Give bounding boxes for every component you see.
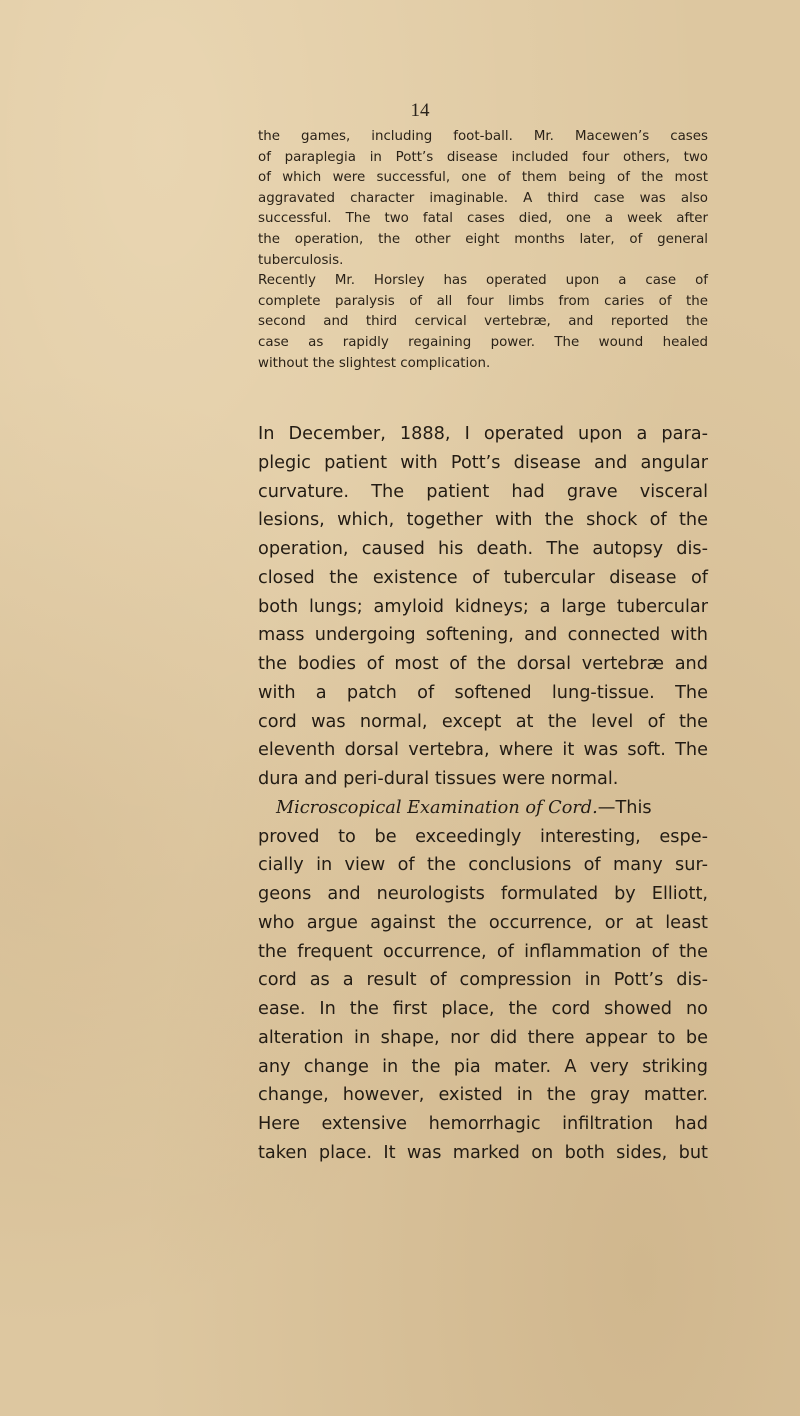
text-line: change, however, existed in the gray matter. bbox=[258, 1085, 708, 1106]
text-line: of which were successful, one of them being of the most bbox=[258, 170, 708, 186]
small-print-section bbox=[258, 127, 708, 374]
text-line: cord as a result of compression in Pott’s dis- bbox=[258, 970, 708, 991]
text-line: Here extensive hemorrhagic infiltration had bbox=[258, 1114, 708, 1134]
text-line: proved to be exceedingly interesting, espe- bbox=[258, 826, 708, 847]
text-line: both lungs; amyloid kidneys; a large tubercular bbox=[258, 596, 708, 617]
text-line: cord was normal, except at the level of the bbox=[258, 711, 708, 732]
text-line: Recently Mr. Horsley has operated upon a case of bbox=[258, 273, 708, 289]
heading-continuation: —This bbox=[597, 797, 652, 818]
text-line: successful. The two fatal cases died, one a week after bbox=[258, 211, 708, 227]
text-line: of paraplegia in Pott’s disease included four others, two bbox=[258, 149, 708, 165]
text-line: cially in view of the conclusions of many sur- bbox=[258, 855, 708, 876]
text-line: geons and neurologists formulated by Elliott, bbox=[258, 884, 708, 904]
section-heading-line bbox=[258, 794, 708, 823]
page-number: 14 bbox=[410, 100, 430, 121]
text-line: operation, caused his death. The autopsy dis- bbox=[258, 539, 708, 559]
text-line: In December, 1888, I operated upon a para- bbox=[258, 424, 708, 444]
text-line: ease. In the first place, the cord showed no bbox=[258, 999, 708, 1019]
text-line: eleventh dorsal vertebra, where it was soft. The bbox=[258, 740, 708, 761]
text-line: closed the existence of tubercular disease of bbox=[258, 567, 708, 588]
text-line: with a patch of softened lung-tissue. The bbox=[258, 682, 708, 703]
text-line: second and third cervical vertebræ, and reported the bbox=[258, 314, 708, 330]
text-line: complete paralysis of all four limbs from caries of the bbox=[258, 293, 708, 309]
text-line: the games, including foot-ball. Mr. Macewen’s cases bbox=[258, 129, 708, 144]
text-line: the bodies of most of the dorsal vertebræ and bbox=[258, 654, 708, 674]
text-line: the frequent occurrence, of inflammation of the bbox=[258, 941, 708, 962]
text-line: dura and peri-dural tissues were normal. bbox=[258, 769, 619, 789]
text-line: case as rapidly regaining power. The wound healed bbox=[258, 334, 708, 350]
text-line: curvature. The patient had grave visceral bbox=[258, 481, 708, 502]
main-text-section bbox=[258, 420, 708, 1168]
text-line: alteration in shape, nor did there appear to be bbox=[258, 1027, 708, 1048]
text-line: any change in the pia mater. A very striking bbox=[258, 1056, 708, 1077]
text-line: the operation, the other eight months later, of general bbox=[258, 231, 708, 247]
text-line: aggravated character imaginable. A third case was also bbox=[258, 190, 708, 206]
text-line: plegic patient with Pott’s disease and angular bbox=[258, 452, 708, 473]
text-line: who argue against the occurrence, or at least bbox=[258, 912, 708, 933]
section-heading: Microscopical Examination of Cord. bbox=[276, 797, 598, 818]
text-line: mass undergoing softening, and connected with bbox=[258, 625, 708, 646]
text-line: taken place. It was marked on both sides, but bbox=[258, 1142, 708, 1163]
text-line: without the slightest complication. bbox=[258, 355, 491, 371]
text-line: tuberculosis. bbox=[258, 252, 344, 268]
text-line: lesions, which, together with the shock of the bbox=[258, 510, 708, 531]
